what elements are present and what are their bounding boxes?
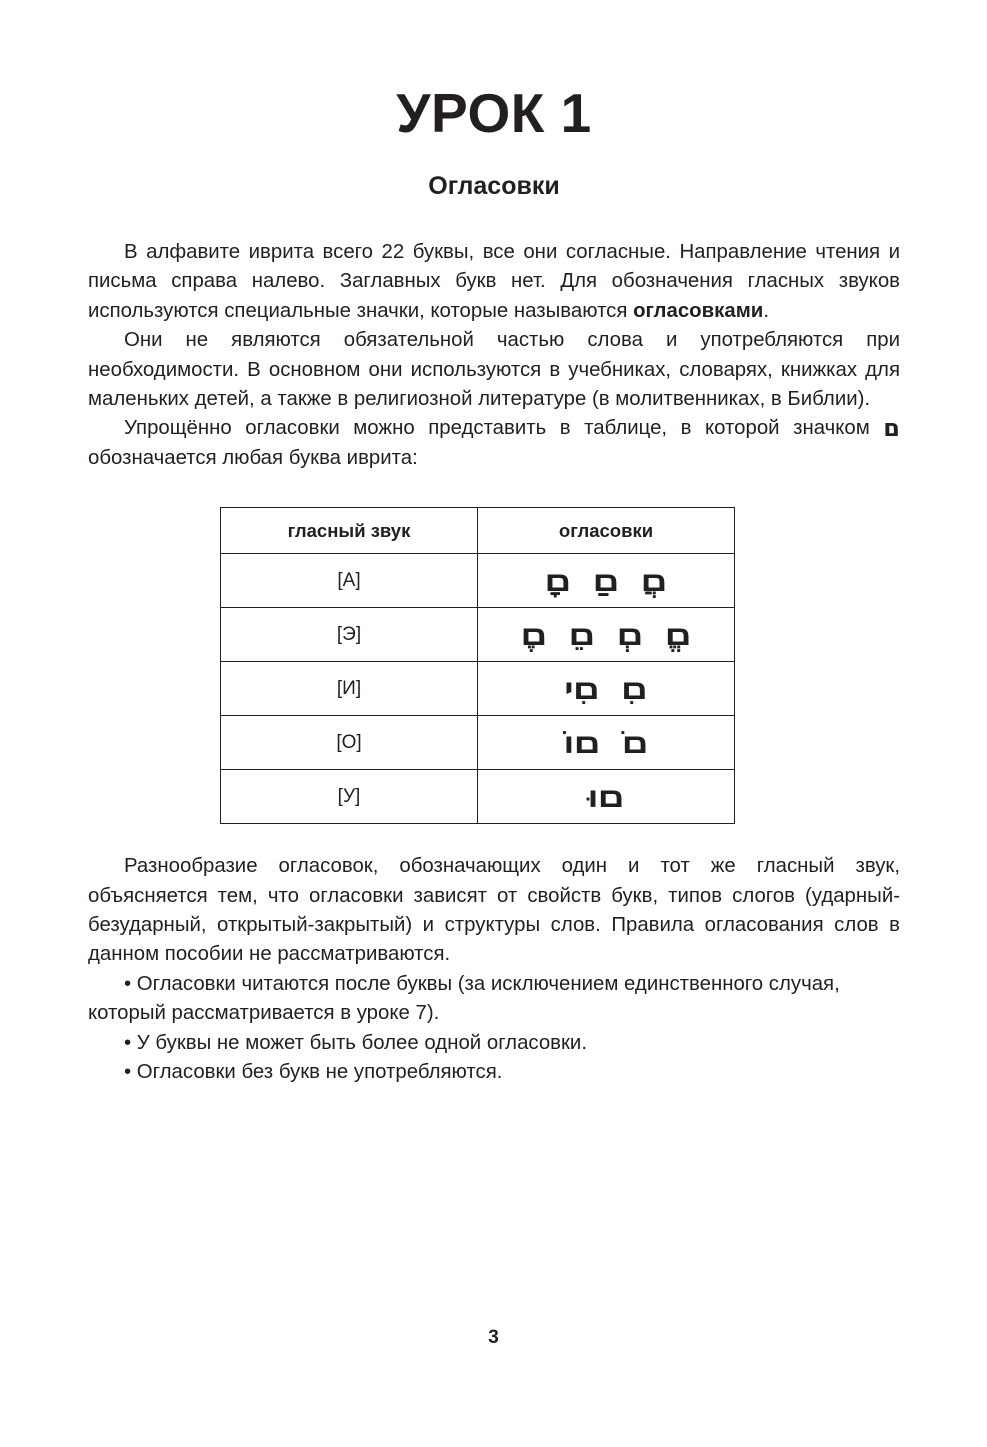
- nikkud-patah: ﬦַ: [592, 564, 620, 599]
- nikkud-qamats: ﬦָ: [544, 564, 571, 599]
- table-row: [221, 716, 735, 770]
- nikkud-group-a: [478, 564, 734, 598]
- nikkud-hataf-patah: ﬦֲ: [641, 564, 668, 599]
- cell-sound-o: [О]: [221, 716, 478, 770]
- paragraph-variety: Разнообразие огласовок, обозначающих один и тот же гласный звук, объясняется тем, что огласовки зависят от свойств букв, типов слогов (ударный-безударный, открытый-закрытый) и структуры слов. Правила огласования слов в данном пособии не рассматриваются.: [88, 855, 900, 966]
- nikkud-group-i: [478, 672, 734, 706]
- cell-sound-i: [И]: [221, 662, 478, 716]
- column-header-sound: гласный звук: [221, 508, 478, 554]
- list-item-text: • Огласовки без букв не употребляются.: [124, 1061, 503, 1084]
- nikkud-group-o: [478, 726, 734, 760]
- cell-sound-e: [Э]: [221, 608, 478, 662]
- list-item: [88, 1058, 900, 1087]
- paragraph-table-lead-text-1: Упрощённо огласовки можно представить в таблице, в которой значком: [124, 417, 884, 440]
- vowel-table-head: [221, 508, 735, 554]
- paragraph-table-lead-text-2: обозначается любая буква иврита:: [88, 446, 418, 469]
- nikkud-sheva: ﬦְ: [617, 618, 644, 653]
- nikkud-hiriq-male: ﬦִי: [564, 672, 600, 707]
- nikkud-tsere: ﬦֵ: [568, 618, 595, 653]
- term-oglasovkami: огласовками: [633, 299, 764, 322]
- list-item-text: • У буквы не может быть более одной огласовки.: [124, 1031, 587, 1054]
- nikkud-holam-male: ﬦוֹ: [563, 726, 601, 761]
- spacer: [88, 824, 900, 852]
- cell-marks-e: [478, 608, 735, 662]
- cell-marks-u: [478, 770, 735, 824]
- nikkud-segol: ﬦֶ: [520, 618, 547, 653]
- cell-marks-i: [478, 662, 735, 716]
- nikkud-group-e: [478, 618, 734, 652]
- table-row: [221, 608, 735, 662]
- hebrew-letter-placeholder-icon: ם: [883, 414, 900, 443]
- table-header-row: [221, 508, 735, 554]
- table-row: [221, 662, 735, 716]
- paragraph-intro-text-2: .: [763, 299, 769, 322]
- page-content: [88, 0, 900, 1088]
- list-item: [88, 970, 900, 1029]
- vowel-table: [220, 507, 735, 824]
- vowel-table-wrapper: [88, 473, 900, 824]
- nikkud-hataf-segol: ﬦֱ: [665, 618, 692, 653]
- nikkud-hiriq: ﬦִ: [621, 672, 648, 707]
- vowel-table-body: [221, 554, 735, 824]
- column-header-nikkud: огласовки: [478, 508, 735, 554]
- table-row: [221, 770, 735, 824]
- cell-marks-a: [478, 554, 735, 608]
- list-item-text: • Огласовки читаются после буквы (за исключением единственного случая, который рассматривается в уроке 7).: [88, 972, 840, 1025]
- nikkud-holam-haser: ﬦֹ: [622, 726, 649, 761]
- paragraph-table-lead: [88, 414, 900, 473]
- rules-list: [88, 970, 900, 1088]
- cell-sound-u: [У]: [221, 770, 478, 824]
- cell-sound-a: [А]: [221, 554, 478, 608]
- paragraph-intro-text-1: В алфавите иврита всего 22 буквы, все они согласные. Направление чтения и письма справа налево. Заглавных букв нет. Для обозначения гласных звуков используются специальные значки, которые называются: [88, 241, 900, 322]
- page-subtitle: Огласовки: [428, 172, 560, 200]
- page-title: УРОК 1: [396, 82, 592, 144]
- paragraph-intro: [88, 199, 900, 326]
- nikkud-shuruk: ﬦוּ: [587, 780, 625, 815]
- table-row: [221, 554, 735, 608]
- paragraph-usage: Они не являются обязательной частью слова и употребляются при необходимости. В основном они используются в учебниках, словарях, книжках для маленьких детей, а также в религиозной литературе (в молитвенниках, в Библии).: [88, 329, 900, 411]
- list-item: [88, 1029, 900, 1058]
- page-number: 3: [488, 1327, 499, 1348]
- nikkud-group-u: [478, 780, 734, 814]
- cell-marks-o: [478, 716, 735, 770]
